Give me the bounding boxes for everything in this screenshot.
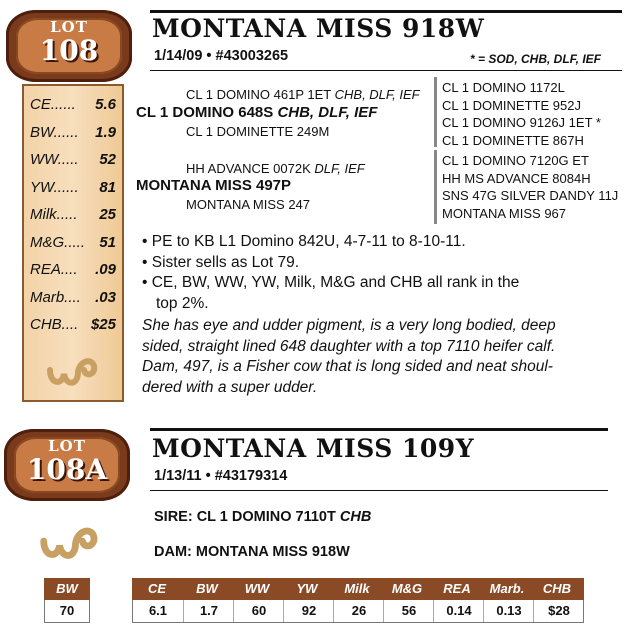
pedigree-sire-dam: CL 1 DOMINETTE 249M: [186, 124, 330, 139]
epd-value-cell: 60: [233, 600, 284, 622]
note-bullet: • CE, BW, WW, YW, Milk, M&G and CHB all rank in the: [142, 274, 520, 291]
stat-value: 52: [99, 151, 116, 168]
epd-stats-panel: [22, 84, 124, 402]
lot-word: LOT: [50, 18, 88, 36]
epd-header-cell: YW: [296, 581, 318, 596]
epd-header-cell: CE: [147, 581, 167, 596]
pedigree-ancestor: CL 1 DOMINO 9126J 1ET *: [442, 115, 601, 130]
epd-header-cell: REA: [443, 581, 471, 596]
epd-header-cell: CHB: [542, 581, 572, 596]
epd-value-cell: 0.13: [483, 600, 534, 622]
epd-value-cell: 56: [383, 600, 434, 622]
epd-value-cell: 26: [333, 600, 384, 622]
birth-date-registration: 1/13/11 • #43179314: [154, 468, 288, 484]
pedigree-ancestor: CL 1 DOMINO 7120G ET: [442, 153, 589, 168]
note-bullet: top 2%.: [156, 294, 209, 312]
pedigree-bracket: [434, 150, 437, 224]
lot-badge: [6, 10, 132, 82]
stat-label: YW......: [30, 178, 79, 196]
stat-value: 1.9: [95, 123, 116, 141]
dam-line: DAM: MONTANA MISS 918W: [154, 544, 350, 560]
epd-header-cell: M&G: [391, 581, 423, 596]
lot-badge: [4, 429, 130, 501]
epd-value-cell: 6.1: [148, 603, 168, 618]
title-rule: [150, 10, 622, 13]
description: She has eye and udder pigment, is a very long bodied, deep sided, straight lined 648 daughter with a top 7110 heifer calf. Dam, 497, is a Fisher cow that is long sided and neat shoul- dered with a super udder.: [142, 317, 556, 396]
pedigree-sire-sire: CL 1 DOMINO 461P 1ET CHB, DLF, IEF: [186, 87, 420, 102]
stat-value: 5.6: [95, 96, 116, 113]
stat-value: 81: [99, 178, 116, 196]
pedigree-ancestor: SNS 47G SILVER DANDY 11J: [442, 188, 619, 203]
epd-header-cell: BW: [196, 581, 218, 596]
header-rule: [150, 490, 608, 491]
title-rule: [150, 428, 608, 431]
stat-label: CHB....: [30, 316, 79, 333]
lot-word: LOT: [48, 437, 86, 455]
note-bullet: • Sister sells as Lot 79.: [142, 253, 300, 271]
header-rule: [150, 70, 622, 71]
stat-label: BW......: [30, 123, 79, 141]
epd-header-cell: Marb.: [489, 581, 525, 596]
brand-logo-icon: [46, 348, 102, 392]
pedigree-bracket: [434, 77, 437, 147]
pedigree-dam-dam: MONTANA MISS 247: [186, 197, 311, 212]
sire-line: SIRE: CL 1 DOMINO 7110T CHB: [154, 509, 372, 525]
pedigree-sire: CL 1 DOMINO 648S CHB, DLF, IEF: [136, 104, 378, 121]
epd-header-cell: Milk: [344, 581, 370, 596]
lot-number: 108: [39, 34, 99, 67]
brand-logo-icon: [38, 516, 104, 566]
epd-value-cell: $28: [533, 600, 584, 622]
stat-value: .09: [95, 261, 116, 278]
pedigree-ancestor: CL 1 DOMINETTE 867H: [442, 132, 584, 148]
animal-name: MONTANA MISS 109Y: [152, 434, 475, 463]
pedigree-dam: MONTANA MISS 497P: [136, 177, 292, 194]
pedigree-ancestor: MONTANA MISS 967: [442, 205, 567, 221]
pedigree-dam-sire: HH ADVANCE 0072K DLF, IEF: [186, 161, 365, 176]
stat-label: M&G.....: [30, 233, 86, 251]
epd-table-header: [132, 578, 584, 600]
bw-table-row: 70: [44, 600, 90, 623]
epd-value-cell: 92: [283, 600, 334, 622]
stat-label: WW.....: [30, 151, 79, 168]
stat-value: $25: [90, 316, 116, 333]
stat-value: 51: [99, 233, 116, 251]
epd-value-cell: 0.14: [433, 600, 484, 622]
stat-label: CE......: [30, 96, 76, 113]
stat-label: REA....: [30, 261, 78, 278]
stat-label: Marb....: [30, 288, 81, 306]
stat-label: Milk.....: [30, 206, 78, 223]
animal-name: MONTANA MISS 918W: [152, 14, 485, 43]
pedigree-ancestor: HH MS ADVANCE 8084H: [442, 170, 591, 186]
pedigree-ancestor: CL 1 DOMINO 1172L: [442, 80, 565, 95]
bw-table-header: BW: [44, 578, 90, 600]
note-bullet: • PE to KB L1 Domino 842U, 4-7-11 to 8-10-11.: [142, 233, 466, 250]
stat-value: 25: [99, 206, 116, 223]
epd-value-cell: 1.7: [183, 600, 234, 622]
epd-table-row: [132, 600, 584, 623]
stat-value: .03: [95, 288, 116, 306]
pedigree-ancestor: CL 1 DOMINETTE 952J: [442, 97, 581, 113]
lot-number: 108A: [26, 453, 108, 486]
birth-date-registration: 1/14/09 • #43003265: [154, 48, 289, 64]
epd-header-cell: WW: [244, 581, 270, 596]
tag-legend: * = SOD, CHB, DLF, IEF: [470, 52, 602, 66]
